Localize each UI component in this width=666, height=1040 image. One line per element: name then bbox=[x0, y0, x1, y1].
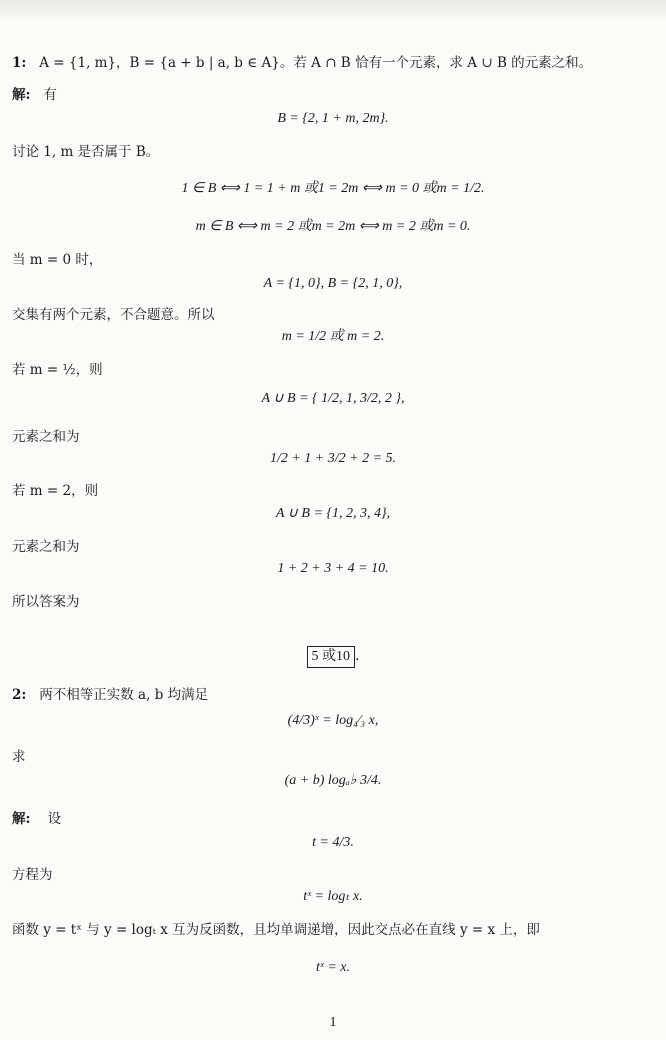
problem-1-text: A = {1, m}，B = {a + b | a, b ∈ A}。若 A ∩ B 恰有一个元素，求 A ∪ B 的元素之和。 bbox=[39, 55, 593, 71]
sum-label-2: 元素之和为 bbox=[12, 539, 80, 555]
solution-1-label: 解: bbox=[12, 87, 31, 103]
page-number: 1 bbox=[329, 1015, 337, 1030]
answer-period: . bbox=[355, 648, 360, 664]
eq-union-m-two: A ∪ B = {1, 2, 3, 4}, bbox=[275, 506, 391, 521]
eq-B-definition: B = {2, 1 + m, 2m}. bbox=[277, 111, 389, 126]
problem-2-statement bbox=[12, 686, 208, 704]
problem-2-text: 两不相等正实数 a, b 均满足 bbox=[39, 687, 209, 703]
case-m-half: 若 m = ½，则 bbox=[12, 362, 103, 378]
eq-target: (a + b) logₐ♭ 3/4. bbox=[284, 773, 382, 788]
ask-text: 求 bbox=[12, 749, 26, 765]
answer-box: 5 或10 bbox=[307, 646, 356, 668]
eq-equation: tˣ = logₜ x. bbox=[303, 889, 363, 904]
equation-label: 方程为 bbox=[12, 867, 53, 883]
eq-m-values: m = 1/2 或 m = 2. bbox=[281, 329, 385, 344]
solution-2-label: 解: bbox=[12, 811, 31, 827]
case-m-two: 若 m = 2，则 bbox=[12, 483, 99, 499]
eq-sets-m-zero: A = {1, 0}, B = {2, 1, 0}, bbox=[263, 276, 403, 291]
eq-union-m-half: A ∪ B = { 1/2, 1, 3/2, 2 }, bbox=[261, 391, 405, 406]
problem-1-statement bbox=[12, 54, 592, 72]
eq-final: tˣ = x. bbox=[315, 960, 350, 975]
eq-sum-m-two: 1 + 2 + 3 + 4 = 10. bbox=[277, 561, 389, 576]
eq-one-in-B: 1 ∈ B ⟺ 1 = 1 + m 或1 = 2m ⟺ m = 0 或m = 1/2. bbox=[181, 181, 485, 196]
problem-2-number: 2: bbox=[12, 687, 27, 703]
solution-2-heading bbox=[12, 810, 61, 828]
conclusion-text: 所以答案为 bbox=[12, 594, 80, 610]
reject-case-text: 交集有两个元素，不合题意。所以 bbox=[12, 307, 215, 323]
eq-m-in-B: m ∈ B ⟺ m = 2 或m = 2m ⟺ m = 2 或m = 0. bbox=[195, 219, 471, 234]
discussion-text: 讨论 1, m 是否属于 B。 bbox=[12, 144, 160, 160]
solution-1-heading bbox=[12, 86, 57, 104]
scan-top-shadow bbox=[0, 0, 666, 22]
reasoning-text: 函数 y = tˣ 与 y = logₜ x 互为反函数，且均单调递增，因此交点必在直线 y = x 上，即 bbox=[12, 922, 540, 938]
solution-1-intro: 有 bbox=[43, 87, 57, 103]
eq-condition: (4/3)ˣ = log₄⁄₃ x, bbox=[287, 713, 379, 728]
problem-1-number: 1: bbox=[12, 55, 27, 71]
eq-sum-m-half: 1/2 + 1 + 3/2 + 2 = 5. bbox=[269, 451, 397, 466]
eq-t-definition: t = 4/3. bbox=[312, 835, 354, 850]
solution-2-set-word: 设 bbox=[47, 811, 62, 827]
answer-display bbox=[0, 646, 666, 668]
case-m-zero: 当 m = 0 时， bbox=[12, 252, 103, 268]
sum-label-1: 元素之和为 bbox=[12, 429, 80, 445]
